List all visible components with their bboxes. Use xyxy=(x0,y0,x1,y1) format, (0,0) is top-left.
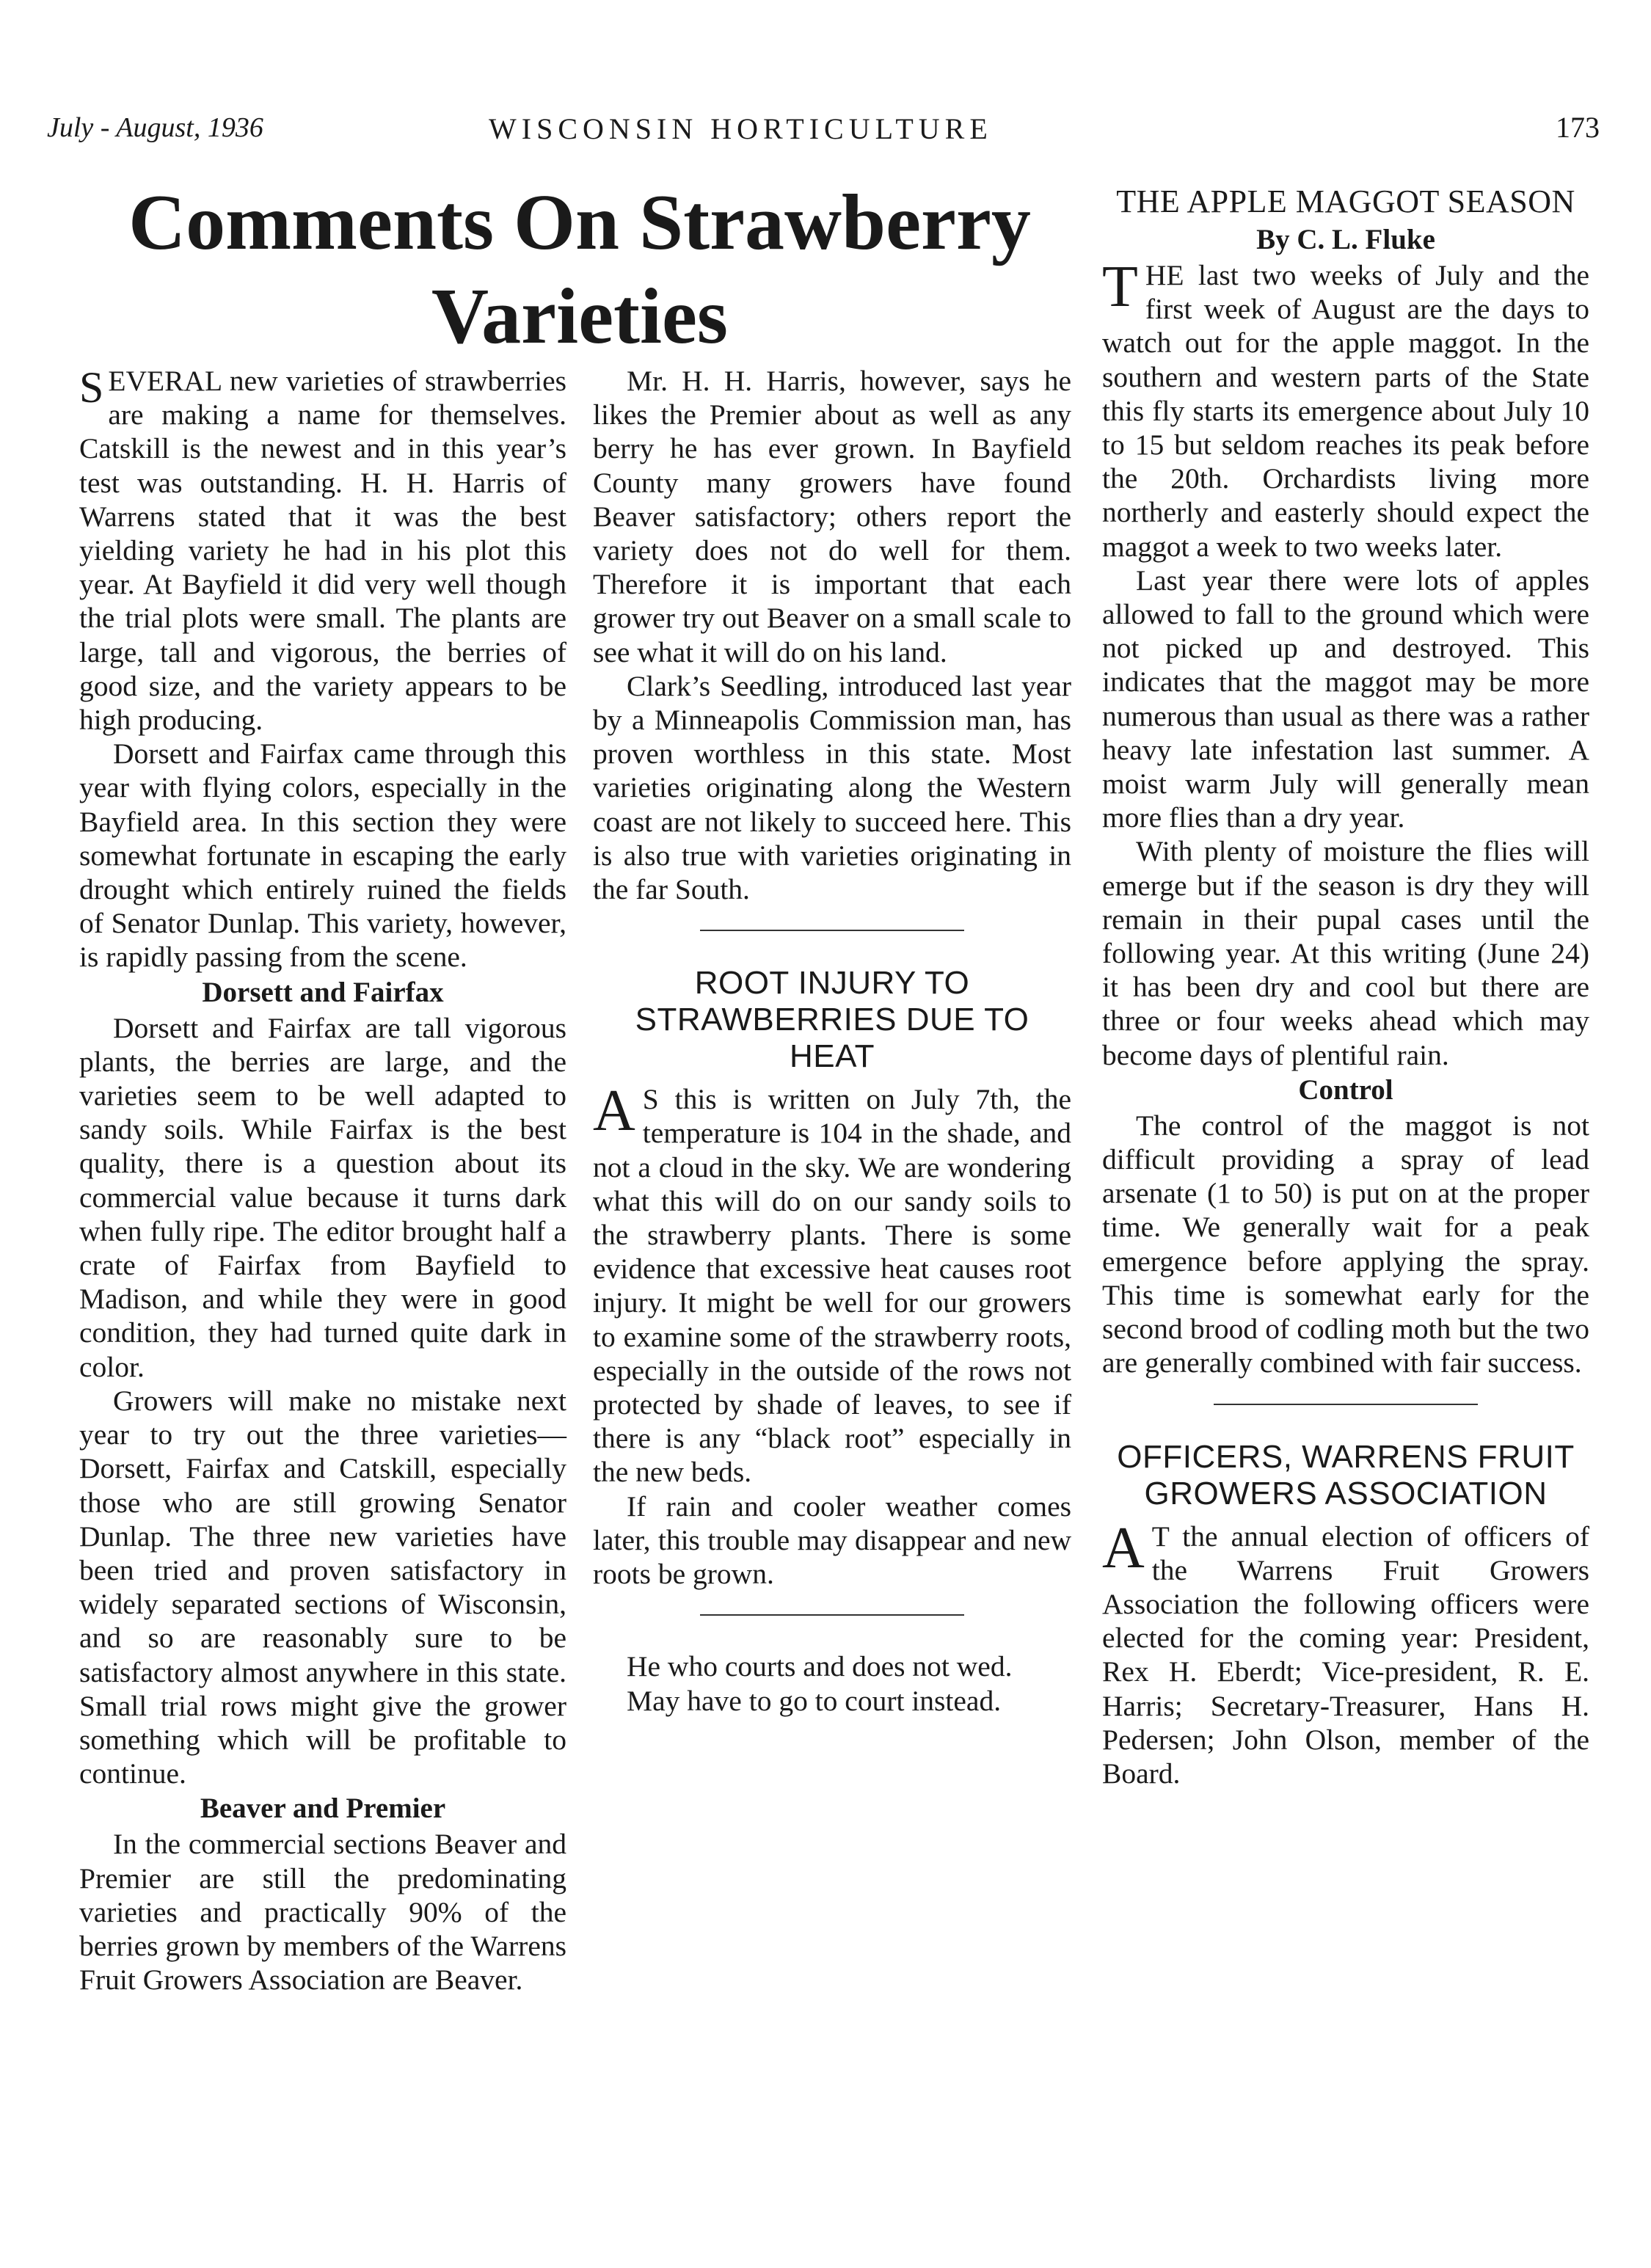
header-publication: WISCONSIN HORTICULTURE xyxy=(489,112,993,145)
header-page-number: 173 xyxy=(1556,111,1600,144)
paragraph-text: EVERAL new varieties of strawberries are making a name for themselves. Catskill is the newest and in this year’s test was outstanding. H. H. Harris of Warrens stated that it was the best yielding variety he had in his plot this year. At Bayfield it did very well though the trial plots were small. The plants are large, tall and vigorous, the berries of good size, and the variety appears to be high producing. xyxy=(79,365,566,737)
main-paragraph-4: Growers will make no mistake next year to try out the three varieties—Dorsett, Fairfax and Catskill, especially those who are still growing Senator Dunlap. The three new varieties have been tried and proven satisfactory in widely separated sections of Wisconsin, and so are reasonably sure to be satisfactory almost anywhere in this state. Small trial rows might give the grower something which will be profitable to continue. xyxy=(79,1384,566,1790)
main-paragraph-3: Dorsett and Fairfax are tall vigorous plants, the berries are large, and the varieties seem to be well adapted to sandy soils. While Fairfax is the best quality, there is a question about its commercial value because it turns dark when fully ripe. The editor brought half a crate of Fairfax from Bayfield to Madison, and while they were in good condition, they had turned quite dark in color. xyxy=(79,1011,566,1383)
apple-maggot-byline: By C. L. Fluke xyxy=(1256,224,1435,255)
filler-line-2: May have to go to court instead. xyxy=(627,1684,1002,1717)
drop-cap: T xyxy=(1102,255,1138,319)
paragraph-text: HE last two weeks of July and the first week of August are the days to watch out for the apple maggot. In the southern and western parts of the State this fly starts its emergence about July 10 to 15 but seldom reaches its peak before the 20th. Orchardists living more northerly and easterly should expect the maggot a week to two weeks later. xyxy=(1102,259,1589,563)
main-article-title: Comments On Strawberry Varieties xyxy=(128,179,1031,360)
officers-title: OFFICERS, WARRENS FRUIT GROWERS ASSOCIATION xyxy=(1117,1438,1575,1512)
root-injury-title: ROOT INJURY TO STRAWBERRIES DUE TO HEAT xyxy=(635,965,1029,1075)
main-paragraph-5: In the commercial sections Beaver and Premier are still the predominating varieties and practically 90% of the berries grown by members of the Warrens Fruit Growers Association are Beaver. xyxy=(79,1828,566,1997)
officers-paragraph xyxy=(1102,1515,1589,1791)
section-divider xyxy=(700,930,964,931)
main-paragraph-1 xyxy=(79,364,566,737)
apple-maggot-paragraph-4: The control of the maggot is not difficult providing a spray of lead arsenate (1 to 50) is put on at the proper time. We generally wait for a peak emergence before applying the spray. This time is somewhat early for the second brood of codling moth but the two are generally combined with fair success. xyxy=(1102,1109,1589,1379)
main-paragraph-7: Clark’s Seedling, introduced last year by a Minneapolis Commission man, has proven worthless in this state. Most varieties originating along the Western coast are not likely to succeed here. This is also true with varieties originating in the far South. xyxy=(593,669,1071,906)
root-injury-paragraph-1 xyxy=(593,1079,1071,1489)
subheading-beaver-premier: Beaver and Premier xyxy=(200,1793,446,1825)
apple-maggot-paragraph-1 xyxy=(1102,255,1589,564)
paragraph-text: S this is written on July 7th, the temperature is 104 in the shade, and not a cloud in the sky. We are wondering what this will do on our sandy soils to the strawberry plants. There is some evidence that excessive heat causes root injury. It might be well for our growers to examine some of the strawberry roots, especially in the outside of the rows not protected by shade of leaves, to see if there is any “black root” especially in the new beds. xyxy=(593,1083,1071,1489)
drop-cap: A xyxy=(1102,1515,1145,1580)
apple-maggot-paragraph-2: Last year there were lots of apples allowed to fall to the ground which were not picked up and destroyed. This indicates that the maggot may be more numerous than usual as there was a rather heavy late infestation last summer. A moist warm July will generally mean more flies than a dry year. xyxy=(1102,564,1589,834)
column-3 xyxy=(1102,183,1589,1790)
drop-cap: A xyxy=(593,1079,635,1144)
header-date: July - August, 1936 xyxy=(47,112,263,143)
root-injury-paragraph-2: If rain and cooler weather comes later, this trouble may disappear and new roots be grown. xyxy=(593,1489,1071,1591)
section-divider xyxy=(1214,1404,1478,1405)
drop-cap: S xyxy=(79,363,104,412)
main-paragraph-2: Dorsett and Fairfax came through this year with flying colors, especially in the Bayfield area. In this section they were somewhat fortunate in escaping the early drought which entirely ruined the fields of Senator Dunlap. This variety, however, is rapidly passing from the scene. xyxy=(79,737,566,974)
section-divider xyxy=(700,1614,964,1616)
paragraph-text: T the annual election of officers of the Warrens Fruit Growers Association the following officers were elected for the coming year: President, Rex H. Eberdt; Vice-president, R. E. Harris; Secretary-Treasurer, Hans H. Pedersen; John Olson, member of the Board. xyxy=(1102,1520,1589,1790)
main-paragraph-6: Mr. H. H. Harris, however, says he likes the Premier about as well as any berry he has ever grown. In Bayfield County many growers have found Beaver satisfactory; others report the variety does not do well for them. Therefore it is important that each grower try out Beaver on a small scale to see what it will do on his land. xyxy=(593,365,1071,668)
apple-maggot-title: THE APPLE MAGGOT SEASON xyxy=(1116,183,1575,219)
column-2 xyxy=(593,364,1071,1718)
subheading-dorsett-fairfax: Dorsett and Fairfax xyxy=(202,976,444,1008)
filler-line-1: He who courts and does not wed. xyxy=(627,1650,1013,1683)
apple-maggot-paragraph-3: With plenty of moisture the flies will emerge but if the season is dry they will remain in their pupal cases until the following year. At this writing (June 24) it has been dry and cool but there are three or four weeks ahead which may become days of plentiful rain. xyxy=(1102,835,1589,1071)
subheading-control: Control xyxy=(1298,1073,1393,1106)
column-1 xyxy=(79,364,566,1997)
